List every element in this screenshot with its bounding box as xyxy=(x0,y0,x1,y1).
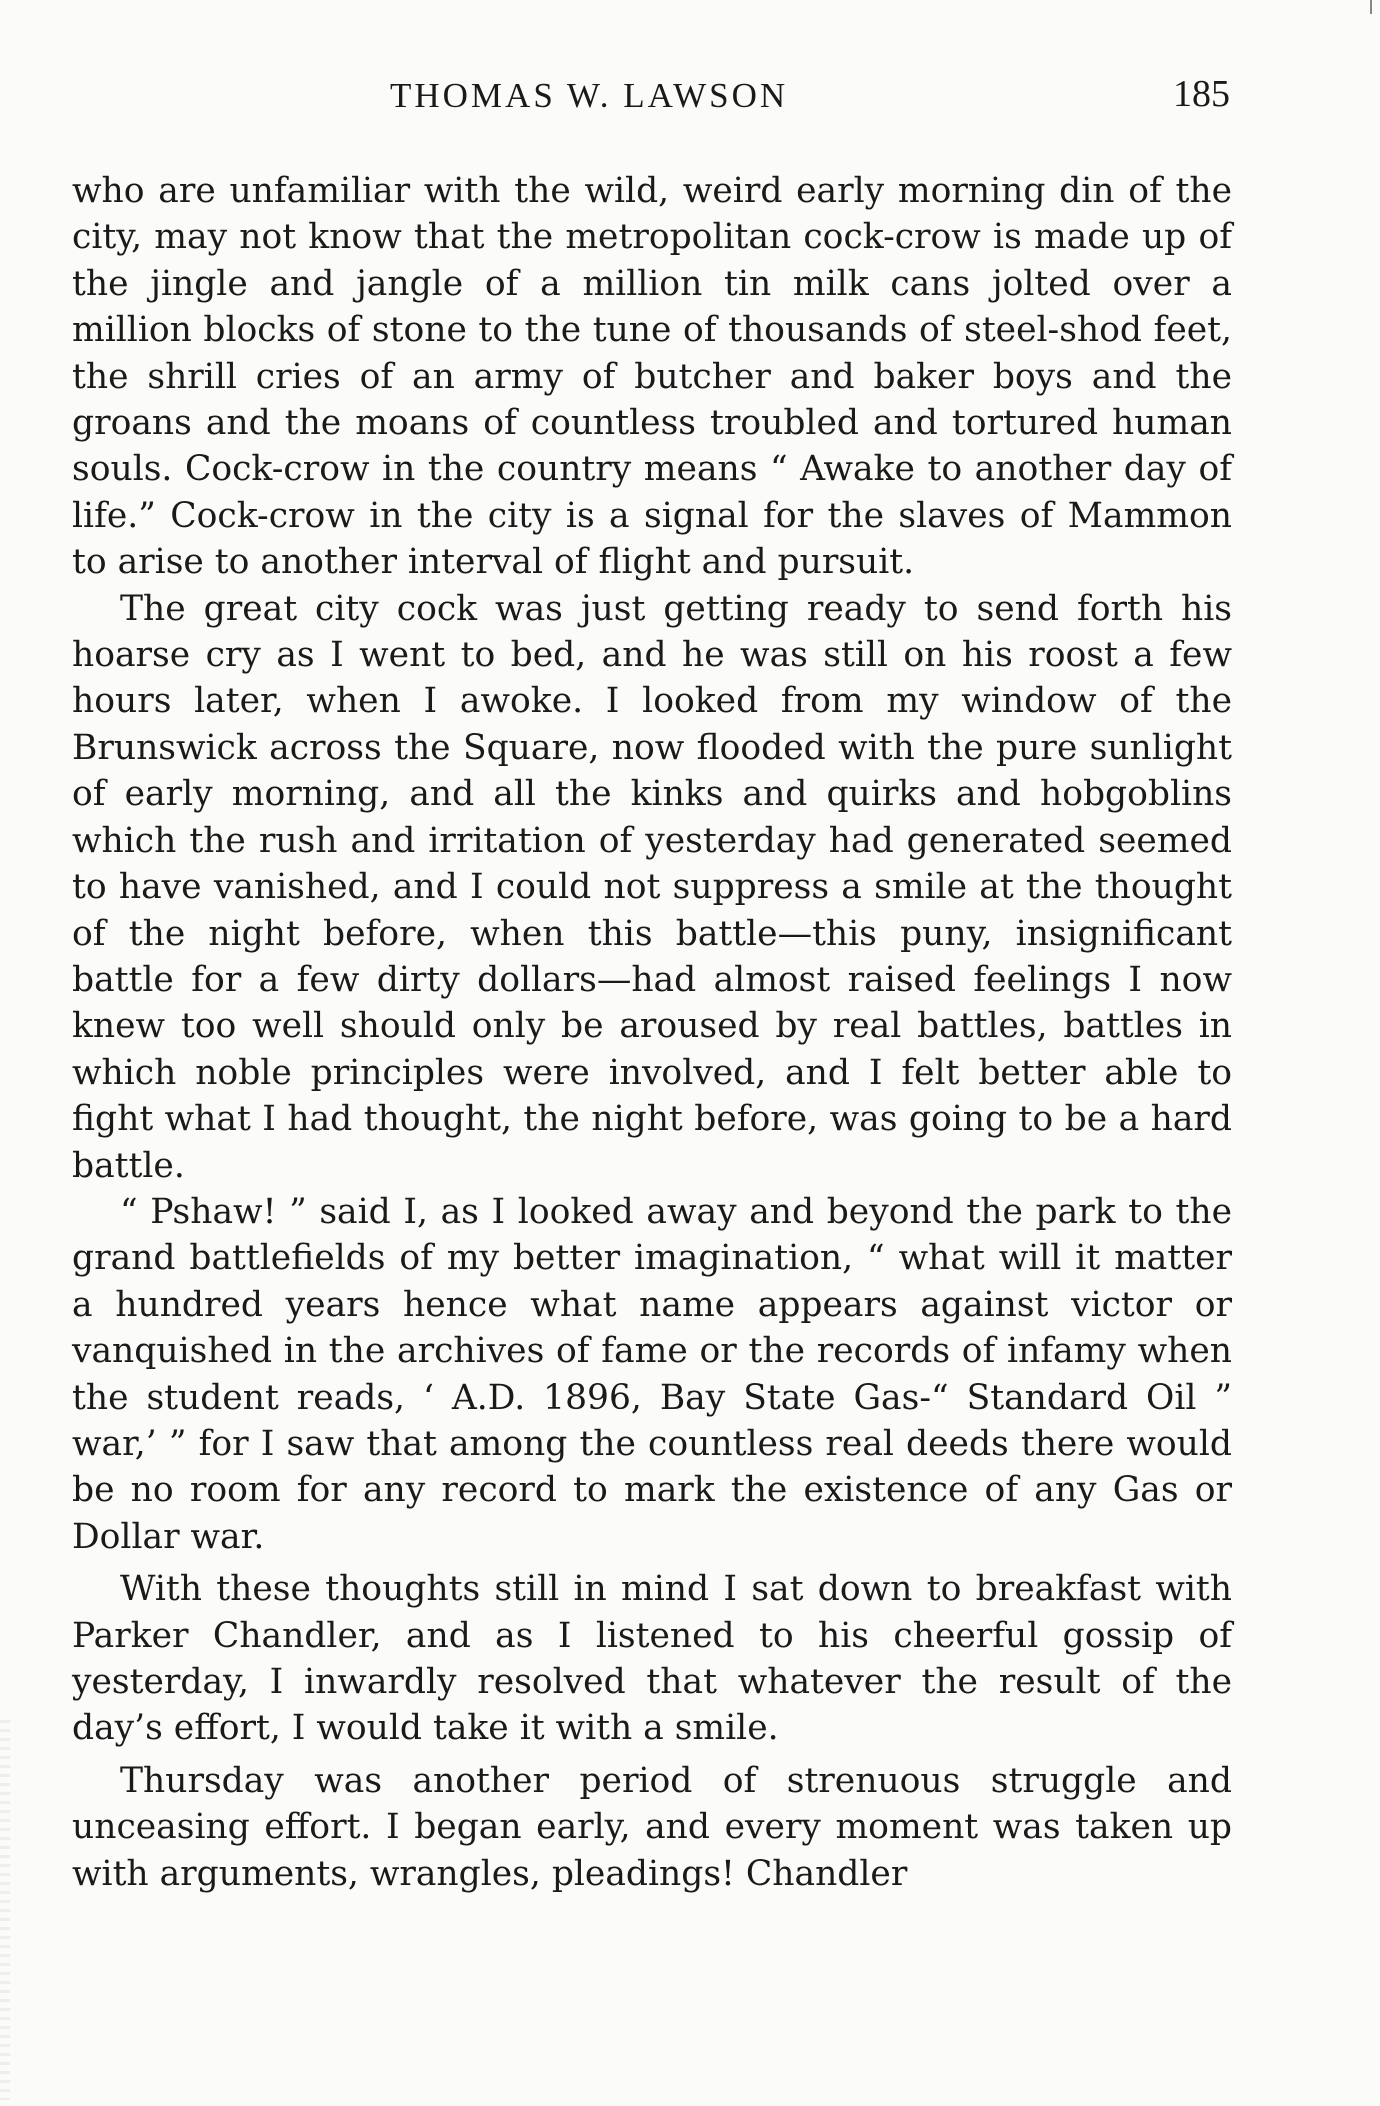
paragraph-continuation: who are unfamiliar with the wild, weird early morning din of the city, may not know that the metropolitan cock-crow is made up of the jingle and jangle of a million tin milk cans jolted over a million blocks of stone to the tune of thousands of steel-shod feet, the shrill cries of an army of butcher and baker boys and the groans and the moans of countless troubled and tortured human souls. Cock-crow in the country means “ Awake to another day of life.” Cock-crow in the city is a signal for the slaves of Mammon to arise to another interval of flight and pursuit. xyxy=(72,171,1232,583)
running-head-title: THOMAS W. LAWSON xyxy=(390,76,789,115)
page-edge-speckle xyxy=(0,1720,10,2100)
paragraph-breakfast: With these thoughts still in mind I sat down to breakfast with Parker Chandler, and as I listened to his cheerful gossip of yesterday, I inwardly resolved that whatever the result of the day’s effort, I would take it with a smile. xyxy=(72,1569,1232,1749)
paragraph-pshaw: “ Pshaw! ” said I, as I looked away and beyond the park to the grand battlefields of my better imagination, “ what will it matter a hundred years hence what name appears against victor or vanquished in the archives of fame or the records of infamy when the student reads, ‘ A.D. 1896, Bay State Gas-“ Standard Oil ” war,’ ” for I saw that among the countless real deeds there would be no room for any record to mark the existence of any Gas or Dollar war. xyxy=(72,1191,1232,1557)
paragraph-city-cock: The great city cock was just getting ready to send forth his hoarse cry as I went to bed, and he was still on his roost a few hours later, when I awoke. I looked from my window of the Brunswick across the Square, now flooded with the pure sunlight of early morning, and all the kinks and quirks and hobgoblins which the rush and irritation of yesterday had generated seemed to have vanished, and I could not suppress a smile at the thought of the night before, when this battle—this puny, insignificant battle for a few dirty dollars—had almost raised feelings I now knew too well should only be aroused by real battles, battles in which noble principles were involved, and I felt better able to fight what I had thought, the night before, was going to be a hard battle. xyxy=(72,588,1232,1186)
page-edge-mark xyxy=(1370,0,1372,14)
page-number: 185 xyxy=(1173,73,1230,115)
body-text xyxy=(72,168,1232,1897)
paragraph-thursday: Thursday was another period of strenuous struggle and unceasing effort. I began early, and every moment was taken up with arguments, wrangles, pleadings! Chandler xyxy=(72,1760,1232,1894)
running-head xyxy=(80,73,1230,136)
